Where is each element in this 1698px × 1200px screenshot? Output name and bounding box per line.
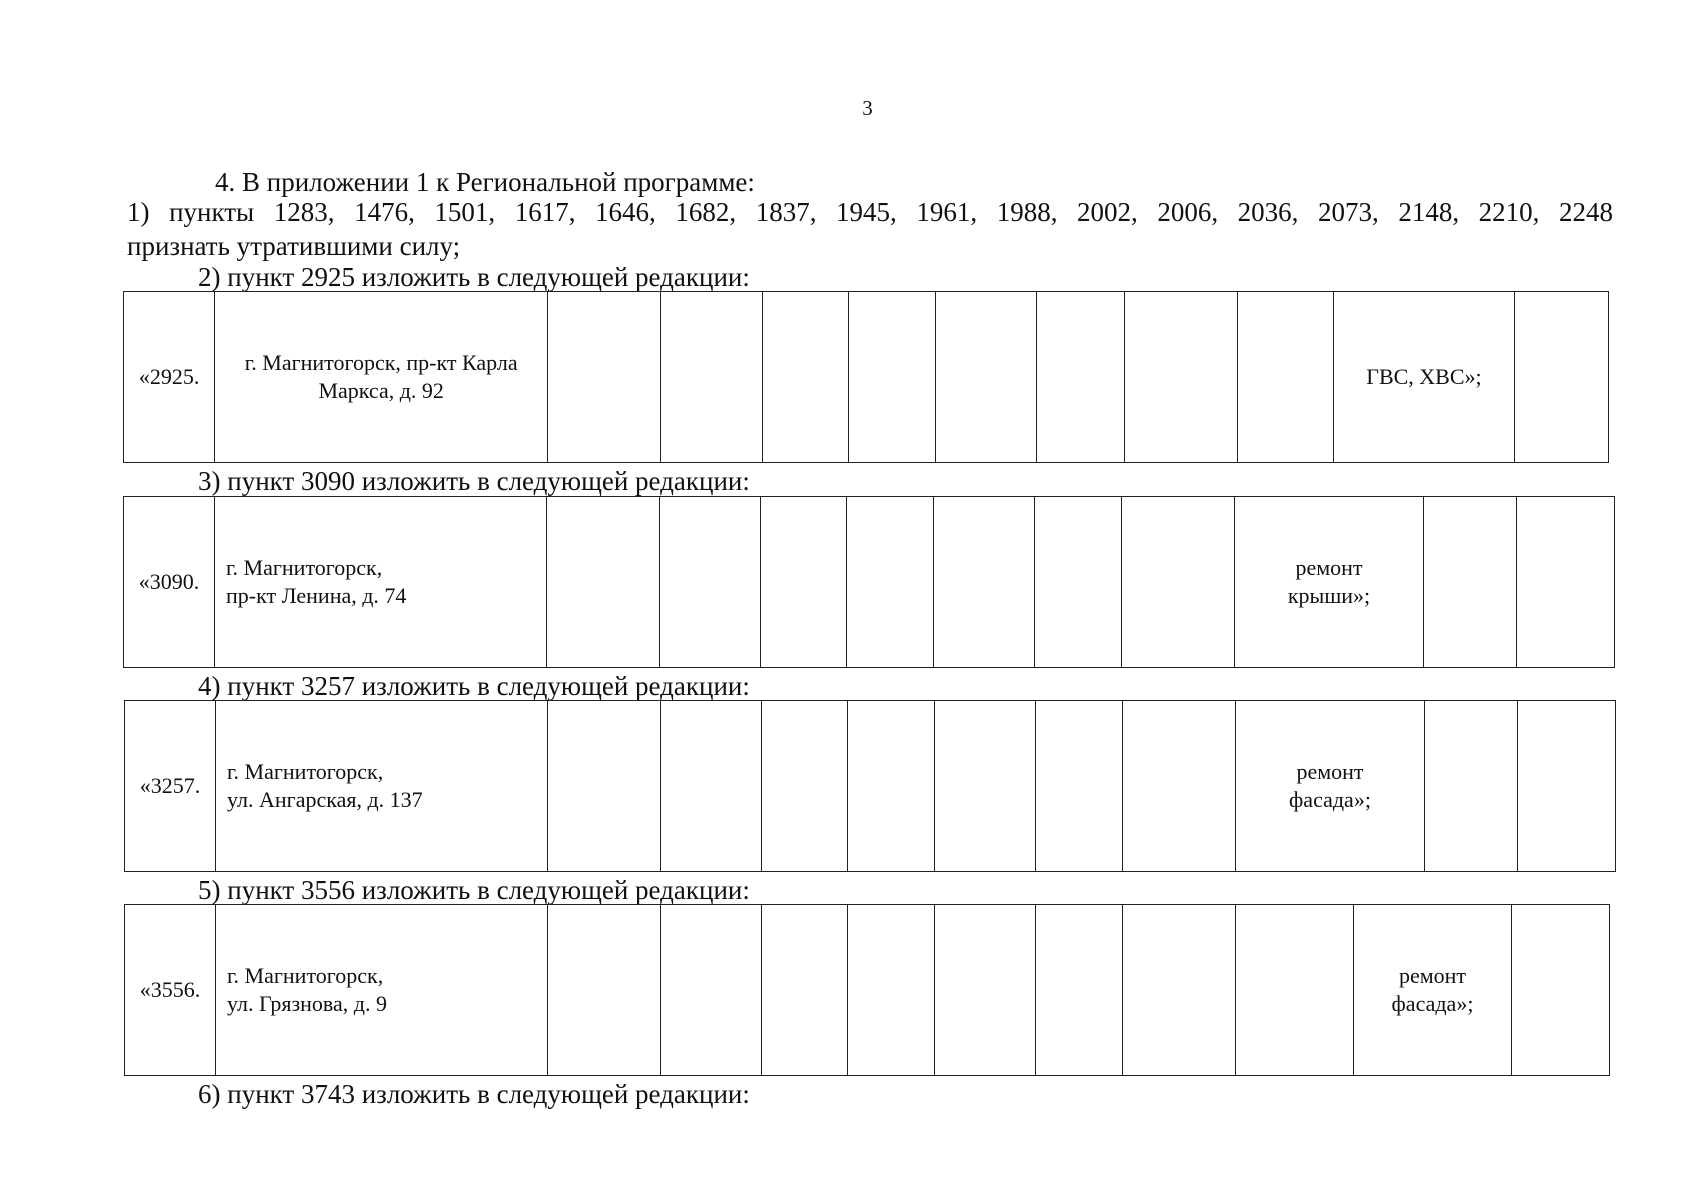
address-line: ул. Ангарская, д. 137 [227,787,423,812]
empty-cell [1236,905,1354,1076]
empty-cell [548,292,661,463]
address-cell [216,905,548,1076]
empty-cell [1123,905,1236,1076]
work-type-cell: ГВС, ХВС»; [1334,292,1514,463]
item-number-cell: «3257. [125,701,216,872]
address-line: г. Магнитогорск, [226,555,383,580]
item-number-cell: «3090. [124,497,215,668]
empty-cell [1518,701,1616,872]
empty-cell [661,905,762,1076]
address-line: Маркса, д. 92 [318,378,444,403]
empty-cell [1035,497,1122,668]
empty-cell [661,701,762,872]
empty-cell [1124,292,1237,463]
empty-cell [548,905,661,1076]
address-line: ул. Грязнова, д. 9 [227,991,387,1016]
empty-cell [848,292,935,463]
item5-heading: 5) пункт 3556 изложить в следующей редакции: [198,875,750,905]
empty-cell [847,497,934,668]
item1-line2: признать утратившими силу; [127,231,461,261]
item4-table [124,700,1616,872]
empty-cell [935,701,1036,872]
table-row [124,292,1609,463]
item3-table [123,496,1615,668]
table-row [124,497,1615,668]
item3-heading: 3) пункт 3090 изложить в следующей редакции: [198,466,750,496]
empty-cell [1424,497,1517,668]
empty-cell [762,701,848,872]
section-intro: 4. В приложении 1 к Региональной программе: [215,167,755,197]
address-line: пр-кт Ленина, д. 74 [226,583,407,608]
empty-cell [1036,701,1123,872]
empty-cell [761,497,847,668]
address-cell [215,292,548,463]
empty-cell [762,292,848,463]
item-number-cell: «2925. [124,292,215,463]
empty-cell [1425,701,1518,872]
empty-cell [1037,292,1124,463]
empty-cell [661,292,762,463]
empty-cell [660,497,761,668]
address-line: г. Магнитогорск, [227,759,384,784]
empty-cell [1123,701,1236,872]
address-line: г. Магнитогорск, пр-кт Карла [244,350,518,375]
empty-cell [934,497,1035,668]
work-type-line: фасада»; [1391,991,1474,1016]
address-cell [215,497,547,668]
empty-cell [1517,497,1615,668]
empty-cell [1036,905,1123,1076]
empty-cell [848,701,935,872]
work-type-line: крыши»; [1287,583,1371,608]
table-row [125,701,1616,872]
empty-cell [1512,905,1610,1076]
item1-line1: 1) пункты 1283, 1476, 1501, 1617, 1646, 1682, 1837, 1945, 1961, 1988, 2002, 2006, 2036, 2073, 2148, 2210, 2248 [127,197,1613,227]
page-number: 3 [862,96,873,120]
empty-cell [762,905,848,1076]
empty-cell [547,497,660,668]
work-type-cell [1354,905,1512,1076]
item5-table [124,904,1610,1076]
empty-cell [848,905,935,1076]
item2-table [123,291,1609,463]
item6-heading: 6) пункт 3743 изложить в следующей редакции: [198,1079,750,1109]
work-type-cell [1236,701,1425,872]
empty-cell [1237,292,1333,463]
work-type-line: ремонт [1296,759,1364,784]
work-type-line: ремонт [1295,555,1363,580]
work-type-line: фасада»; [1289,787,1371,812]
address-cell [216,701,548,872]
empty-cell [936,292,1037,463]
item-number-cell: «3556. [125,905,216,1076]
empty-cell [1514,292,1608,463]
item2-heading: 2) пункт 2925 изложить в следующей редакции: [198,262,750,292]
empty-cell [548,701,661,872]
item4-heading: 4) пункт 3257 изложить в следующей редакции: [198,671,750,701]
empty-cell [935,905,1036,1076]
work-type-line: ремонт [1398,963,1467,988]
table-row [125,905,1610,1076]
empty-cell [1122,497,1235,668]
address-line: г. Магнитогорск, [227,963,384,988]
work-type-cell [1235,497,1424,668]
